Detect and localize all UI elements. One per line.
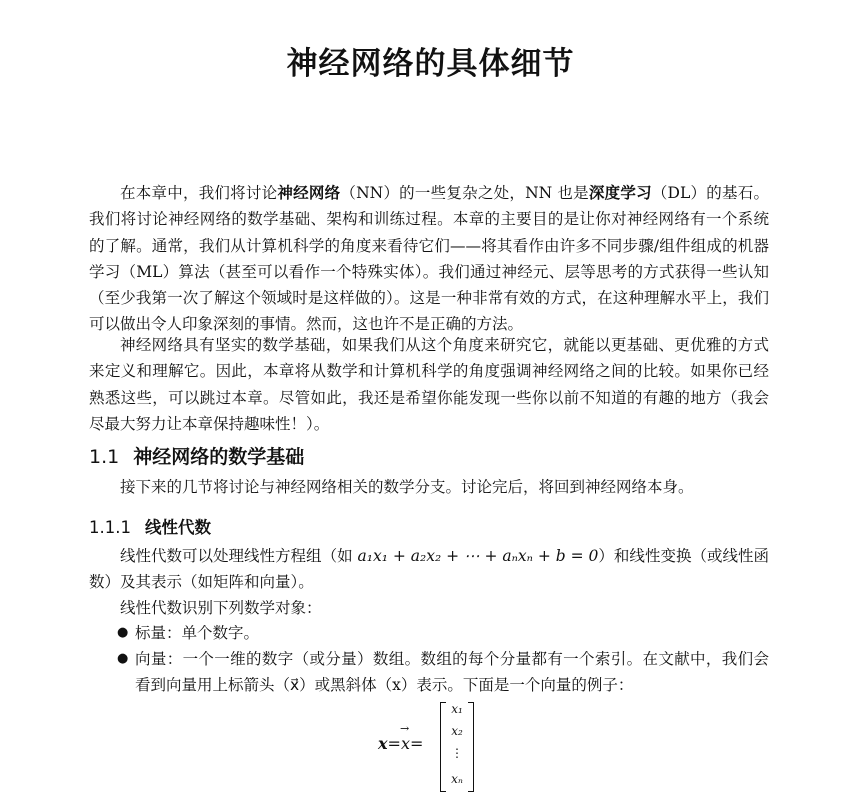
subsection-title: 线性代数: [144, 518, 211, 537]
vector-entry: xₙ: [451, 772, 463, 786]
objects-intro: 线性代数识别下列数学对象：: [120, 599, 322, 617]
equation-lhs: [378, 734, 423, 753]
equals-sign: =: [387, 734, 401, 753]
arrow-vector-symbol: → x: [401, 734, 410, 753]
intro-paragraph-2: 神经网络具有坚实的数学基础，如果我们从这个角度来研究它，就能以更基础、更优雅的方式来定义和理解它。因此，本章将从数学和计算机科学的角度强调神经网络之间的比较。如果你已经熟悉这些，可以跳过本章。尽管如此，我还是希望你能发现一些你以前不知道的有趣的地方（我会尽最大努力让本章保持趣味性！）。: [89, 336, 769, 433]
bullet-icon: ●: [117, 625, 129, 640]
vector-entry: ⋮: [451, 746, 463, 760]
vector-entry: x₁: [451, 702, 463, 716]
term-deep-learning: 深度学习: [588, 184, 652, 202]
paragraph-text: ）和线性变换（或线性函数）及其表示（如矩阵和向量）。: [89, 547, 769, 592]
intro-text: 在本章中，我们将讨论: [120, 184, 278, 202]
subsection-number: 1.1.1: [89, 518, 131, 537]
equals-sign: =: [409, 734, 424, 753]
section-number: 1.1: [89, 446, 120, 468]
vector-equation: [378, 700, 488, 796]
chapter-title: 神经网络的具体细节: [286, 46, 575, 82]
term-neural-network: 神经网络: [277, 184, 341, 202]
section-title: 神经网络的数学基础: [133, 446, 305, 468]
linear-equation: a₁x₁ + a₂x₂ + ⋯ + aₙxₙ + b = 0: [357, 547, 599, 565]
list-item-text: 向量：一个一维的数字（或分量）数组。数组的每个分量都有一个索引。在文献中，我们会看到向量用上标箭头（x⃗）或黑斜体（x）表示。下面是一个向量的例子：: [135, 650, 769, 695]
paragraph-text: 线性代数可以处理线性方程组（如: [120, 547, 358, 565]
intro-paragraph-1: [89, 180, 769, 338]
intro-text: （DL）的基石。我们将讨论神经网络的数学基础、架构和训练过程。本章的主要目的是让你对神经网络有一个系统的了解。通常，我们从计算机科学的角度来看待它们——将其看作由许多不同步骤/组件组成的机器学习（ML）算法（甚至可以看作一个特殊实体）。我们通过神经元、层等思考的方式获得一些认知（至少我第一次了解这个领域时是这样做的）。这是一种非常有效的方式，在这种理解水平上，我们可以做出令人印象深刻的事情。然而，这也许不是正确的方法。: [89, 184, 769, 334]
section-heading: [89, 442, 304, 469]
subsection-heading: [89, 514, 211, 538]
right-bracket: [468, 702, 474, 792]
vector-entry: x₂: [451, 724, 463, 738]
linear-algebra-paragraph: [89, 543, 769, 596]
bold-vector-symbol: x: [378, 734, 388, 753]
intro-text: （NN）的一些复杂之处，NN 也是: [340, 184, 589, 202]
list-item-text: 标量：单个数字。: [135, 624, 260, 642]
bullet-icon: ●: [117, 651, 129, 666]
section-intro: 接下来的几节将讨论与神经网络相关的数学分支。讨论完后，将回到神经网络本身。: [120, 478, 694, 496]
